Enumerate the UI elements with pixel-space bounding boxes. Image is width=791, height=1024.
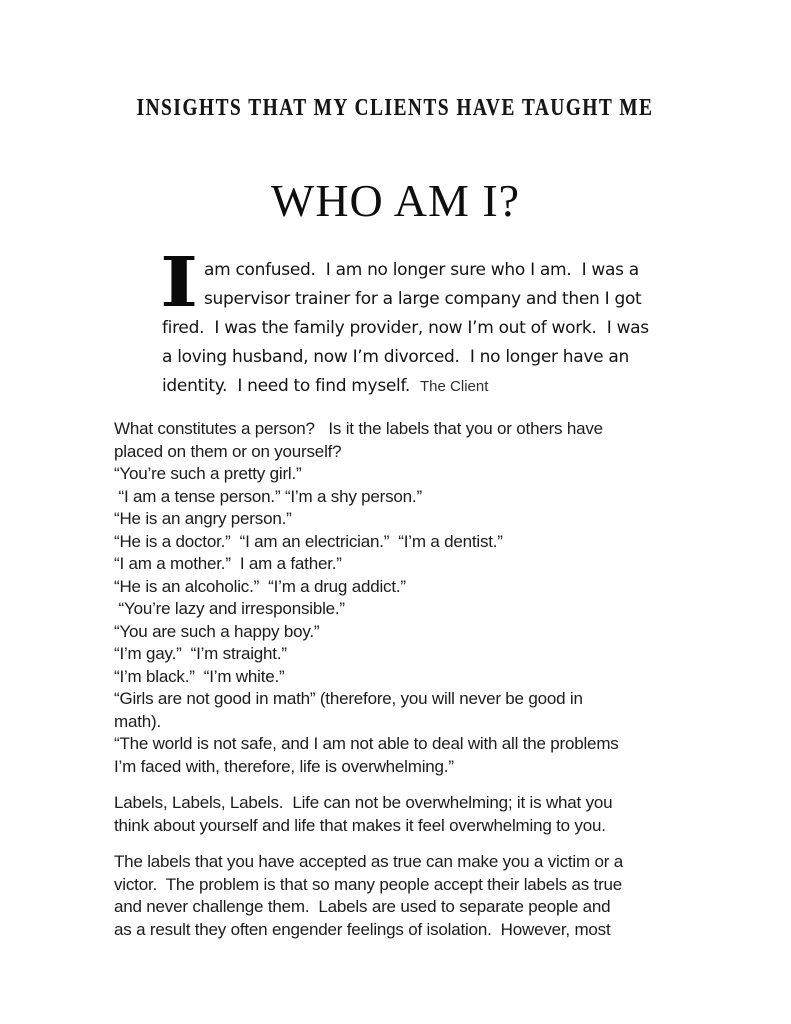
text-line: “I’m black.” “I’m white.” [114, 666, 285, 686]
paragraph-victim-victor [114, 851, 721, 941]
text-line: victor. The problem is that so many people accept their labels as true [114, 874, 623, 894]
client-quote [160, 243, 731, 401]
quote-line-text: identity. I need to find myself. [162, 376, 411, 396]
quote-line: supervisor trainer for a large company and then I got [204, 289, 642, 309]
chapter-title: WHO AM I? [270, 175, 521, 226]
text-line: “I am a tense person.” “I’m a shy person.” [114, 486, 422, 506]
body-text [114, 418, 721, 941]
text-line: Labels, Labels, Labels. Life can not be overwhelming; it is what you [114, 793, 613, 812]
text-line: “You’re lazy and irresponsible.” [114, 599, 345, 618]
text-line: “I’m gay.” “I’m straight.” [114, 644, 287, 663]
text-line: math). [114, 711, 161, 731]
quote-line: fired. I was the family provider, now I’m out of work. I was [162, 318, 649, 338]
text-line: placed on them or on yourself? [114, 441, 342, 461]
quote-line [162, 372, 731, 401]
text-line: What constitutes a person? Is it the labels that you or others have [114, 419, 603, 438]
text-line: “He is a doctor.” “I am an electrician.” “I’m a dentist.” [114, 531, 503, 551]
text-line: as a result they often engender feelings of isolation. However, most [114, 919, 611, 939]
text-line: “I am a mother.” I am a father.” [114, 554, 342, 573]
text-line: I’m faced with, therefore, life is overwhelming.” [114, 756, 454, 776]
paragraph-labels-summary [114, 792, 721, 837]
page-header [0, 96, 791, 120]
text-line: “He is an alcoholic.” “I’m a drug addict.” [114, 576, 406, 596]
quote-line: am confused. I am no longer sure who I am. I was a [204, 260, 639, 280]
dropcap-letter: I [160, 243, 198, 323]
quote-line: a loving husband, now I’m divorced. I no longer have an [162, 347, 629, 367]
text-line: “Girls are not good in math” (therefore, you will never be good in [114, 689, 583, 708]
quote-attribution: The Client [420, 378, 489, 395]
text-line: “You are such a happy boy.” [114, 621, 320, 641]
text-line: think about yourself and life that makes it feel overwhelming to you. [114, 815, 606, 835]
text-line: “He is an angry person.” [114, 509, 292, 528]
text-line: “You’re such a pretty girl.” [114, 464, 302, 483]
paragraph-labels-list [114, 418, 721, 778]
text-line: and never challenge them. Labels are used to separate people and [114, 897, 611, 916]
page-title: INSIGHTS THAT MY CLIENTS HAVE TAUGHT ME [137, 95, 654, 121]
text-line: “The world is not safe, and I am not able to deal with all the problems [114, 734, 619, 753]
text-line: The labels that you have accepted as true can make you a victim or a [114, 852, 623, 871]
